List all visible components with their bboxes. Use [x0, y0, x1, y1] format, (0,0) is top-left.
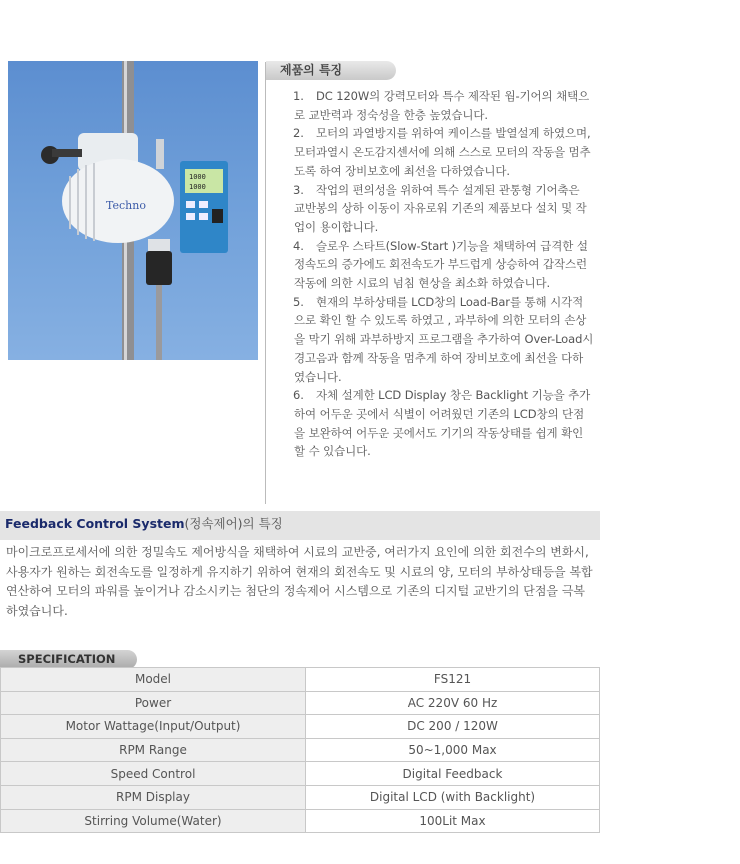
panel-button-icon — [186, 213, 195, 220]
stirrer-illustration — [8, 61, 258, 360]
list-item: 5. 현재의 부하상태를 LCD창의 Load-Bar를 통해 시각적으로 확인 할 수 있도록 하였고 , 과부하에 의한 모터의 손상을 막기 위해 과부하방지 프로그램을 추가하여 Over-Load시 경고음과 함께 작동을 멈추게 하여 장비보호에 최선을 다하였습니다. — [293, 294, 594, 384]
svg-text:1000: 1000 — [189, 183, 206, 191]
feedback-description: 마이크로프로세서에 의한 정밀속도 제어방식을 채택하여 시료의 교반중, 여러가지 요인에 의한 회전수의 변화시, 사용자가 원하는 회전속도를 일정하게 유지하기 위하여 현재의 회전속도 및 시료의 양, 모터의 부하상태등을 복합 연산하여 모터의 파워를 높이거나 감소시키는 첨단의 정속제어 시스템으로 기존의 디지털 교반기의 단점을 극복 하였습니다. — [6, 545, 593, 618]
table-row: Power AC 220V 60 Hz — [1, 691, 600, 715]
vertical-divider — [265, 62, 266, 504]
table-row: Motor Wattage(Input/Output) DC 200 / 120W — [1, 715, 600, 739]
stirring-shaft — [156, 285, 162, 360]
panel-button-icon — [199, 201, 208, 208]
panel-button-icon — [186, 201, 195, 208]
product-photo — [8, 61, 258, 360]
feature-list — [294, 87, 594, 461]
table-row: Model FS121 — [1, 668, 600, 692]
brand-logo: Techno — [106, 199, 146, 212]
list-item: 4. 슬로우 스타트(Slow-Start )기능을 채택하여 급격한 설정속도의 증가에도 회전속도가 부드럽게 상승하여 갑작스런 작동에 의한 시료의 넘침 현상을 최소화 하였습니다. — [293, 238, 588, 291]
list-item: 3. 작업의 편의성을 위하여 특수 설계된 관통형 기어축은 교반봉의 상하 이동이 자유로워 기존의 제품보다 설치 및 작업이 용이합니다. — [293, 182, 587, 234]
power-switch-icon — [212, 209, 223, 223]
feedback-header — [0, 511, 600, 540]
feedback-title-suffix: (정속제어)의 특징 — [184, 516, 283, 531]
table-row: RPM Range 50~1,000 Max — [1, 738, 600, 762]
svg-text:1000: 1000 — [189, 173, 206, 181]
specification-tab: SPECIFICATION — [0, 650, 137, 669]
table-row: RPM Display Digital LCD (with Backlight) — [1, 785, 600, 809]
table-row: Speed Control Digital Feedback — [1, 762, 600, 786]
table-row: Stirring Volume(Water) 100Lit Max — [1, 809, 600, 833]
specification-table — [0, 667, 600, 833]
feedback-title: Feedback Control System — [5, 516, 185, 531]
panel-button-icon — [199, 213, 208, 220]
list-item: 6. 자체 설계한 LCD Display 창은 Backlight 기능을 추가하여 어두운 곳에서 식별이 어려웠던 기존의 LCD창의 단점을 보완하여 어두운 곳에서도 기기의 작동상태를 쉽게 확인할 수 있습니다. — [293, 388, 591, 459]
features-tab: 제품의 특징 — [266, 61, 396, 80]
list-item: 2. 모터의 과열방지를 위하여 케이스를 발열설계 하였으며, 모터과열시 온도감지센서에 의해 스스로 모터의 작동을 멈추도록 하여 장비보호에 최선을 다하였습니다. — [293, 126, 591, 178]
list-item: 1. DC 120W의 강력모터와 특수 제작된 웜-기어의 채택으로 교반력과 정숙성을 한층 높였습니다. — [293, 89, 590, 122]
chuck — [146, 251, 172, 285]
